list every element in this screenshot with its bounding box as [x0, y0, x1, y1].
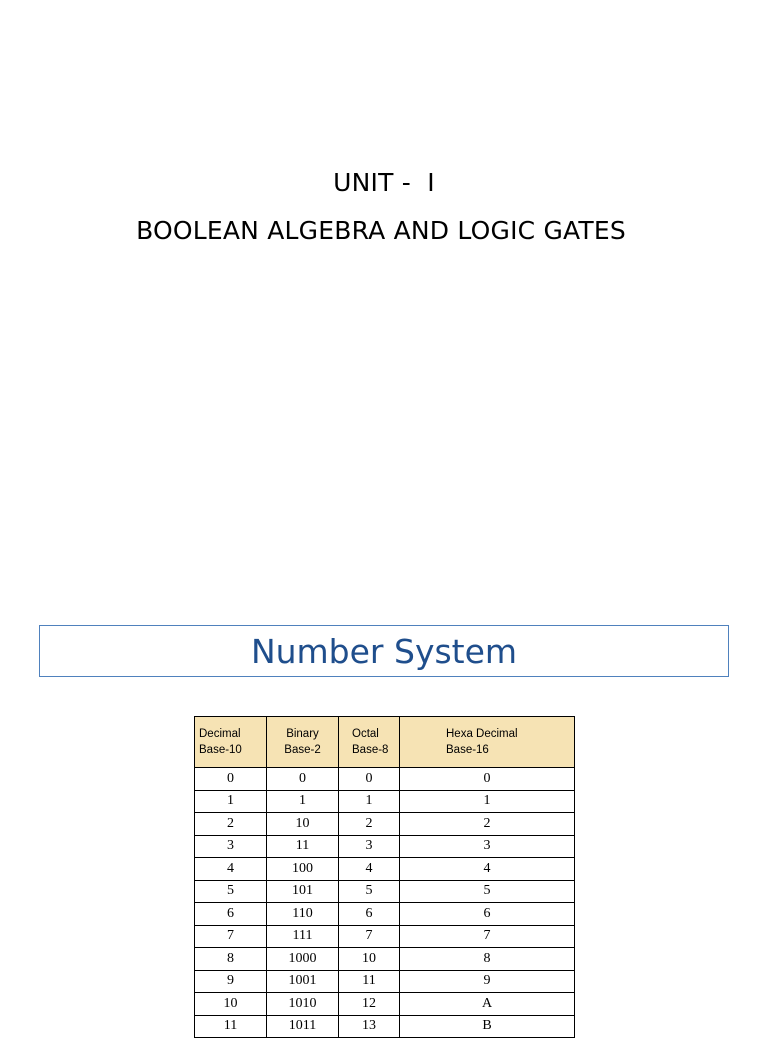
header-label: Decimal	[199, 727, 241, 740]
cell-decimal: 7	[195, 925, 267, 948]
table-row	[195, 903, 575, 926]
cell-decimal: 10	[195, 993, 267, 1016]
header-octal	[339, 717, 400, 768]
table-row	[195, 768, 575, 791]
cell-hex: 9	[400, 970, 575, 993]
cell-binary: 1010	[267, 993, 339, 1016]
header-base: Base-2	[284, 744, 321, 756]
number-system-table	[194, 716, 575, 1038]
header-binary	[267, 717, 339, 768]
cell-binary: 111	[267, 925, 339, 948]
cell-binary: 100	[267, 858, 339, 881]
header-label: Octal	[352, 727, 379, 740]
cell-decimal: 8	[195, 948, 267, 971]
cell-binary: 10	[267, 813, 339, 836]
table-row	[195, 790, 575, 813]
cell-decimal: 0	[195, 768, 267, 791]
cell-octal: 4	[339, 858, 400, 881]
cell-decimal: 9	[195, 970, 267, 993]
number-system-slide	[0, 576, 768, 1034]
table-row	[195, 813, 575, 836]
cell-octal: 10	[339, 948, 400, 971]
cell-binary: 1000	[267, 948, 339, 971]
table-row	[195, 993, 575, 1016]
cell-octal: 12	[339, 993, 400, 1016]
header-hexadecimal	[400, 717, 575, 768]
cell-binary: 101	[267, 880, 339, 903]
cell-binary: 110	[267, 903, 339, 926]
unit-subtitle: BOOLEAN ALGEBRA AND LOGIC GATES	[136, 216, 626, 245]
table-row	[195, 1015, 575, 1038]
cell-binary: 1	[267, 790, 339, 813]
cell-octal: 11	[339, 970, 400, 993]
header-base: Base-8	[352, 744, 389, 756]
cell-binary: 1011	[267, 1015, 339, 1038]
header-label: Hexa Decimal	[446, 727, 518, 740]
table-row	[195, 925, 575, 948]
header-decimal	[195, 717, 267, 768]
slide-title: Number System	[250, 632, 518, 671]
cell-hex: 0	[400, 768, 575, 791]
unit-title: UNIT - I	[333, 168, 435, 197]
cell-binary: 1001	[267, 970, 339, 993]
cell-hex: 7	[400, 925, 575, 948]
cell-hex: 1	[400, 790, 575, 813]
cell-hex: 5	[400, 880, 575, 903]
cell-octal: 6	[339, 903, 400, 926]
cell-hex: B	[400, 1015, 575, 1038]
cell-decimal: 2	[195, 813, 267, 836]
table-row	[195, 970, 575, 993]
header-label: Binary	[286, 727, 319, 740]
cell-octal: 13	[339, 1015, 400, 1038]
header-base: Base-16	[446, 744, 489, 756]
cell-binary: 0	[267, 768, 339, 791]
cell-octal: 7	[339, 925, 400, 948]
table-header-row	[195, 717, 575, 768]
cell-octal: 0	[339, 768, 400, 791]
cell-hex: A	[400, 993, 575, 1016]
cell-decimal: 11	[195, 1015, 267, 1038]
cell-hex: 2	[400, 813, 575, 836]
cell-hex: 8	[400, 948, 575, 971]
cell-octal: 5	[339, 880, 400, 903]
table-body	[195, 768, 575, 1038]
cell-hex: 3	[400, 835, 575, 858]
table-row	[195, 858, 575, 881]
header-base: Base-10	[199, 744, 242, 756]
cell-hex: 6	[400, 903, 575, 926]
number-system-table-container	[194, 716, 574, 1036]
cell-decimal: 6	[195, 903, 267, 926]
cell-decimal: 5	[195, 880, 267, 903]
slide-title-box	[39, 625, 729, 677]
cell-binary: 11	[267, 835, 339, 858]
table-row	[195, 835, 575, 858]
table-row	[195, 880, 575, 903]
cell-decimal: 1	[195, 790, 267, 813]
cell-decimal: 3	[195, 835, 267, 858]
cell-octal: 3	[339, 835, 400, 858]
cell-octal: 1	[339, 790, 400, 813]
cell-octal: 2	[339, 813, 400, 836]
cell-decimal: 4	[195, 858, 267, 881]
table-row	[195, 948, 575, 971]
cell-hex: 4	[400, 858, 575, 881]
